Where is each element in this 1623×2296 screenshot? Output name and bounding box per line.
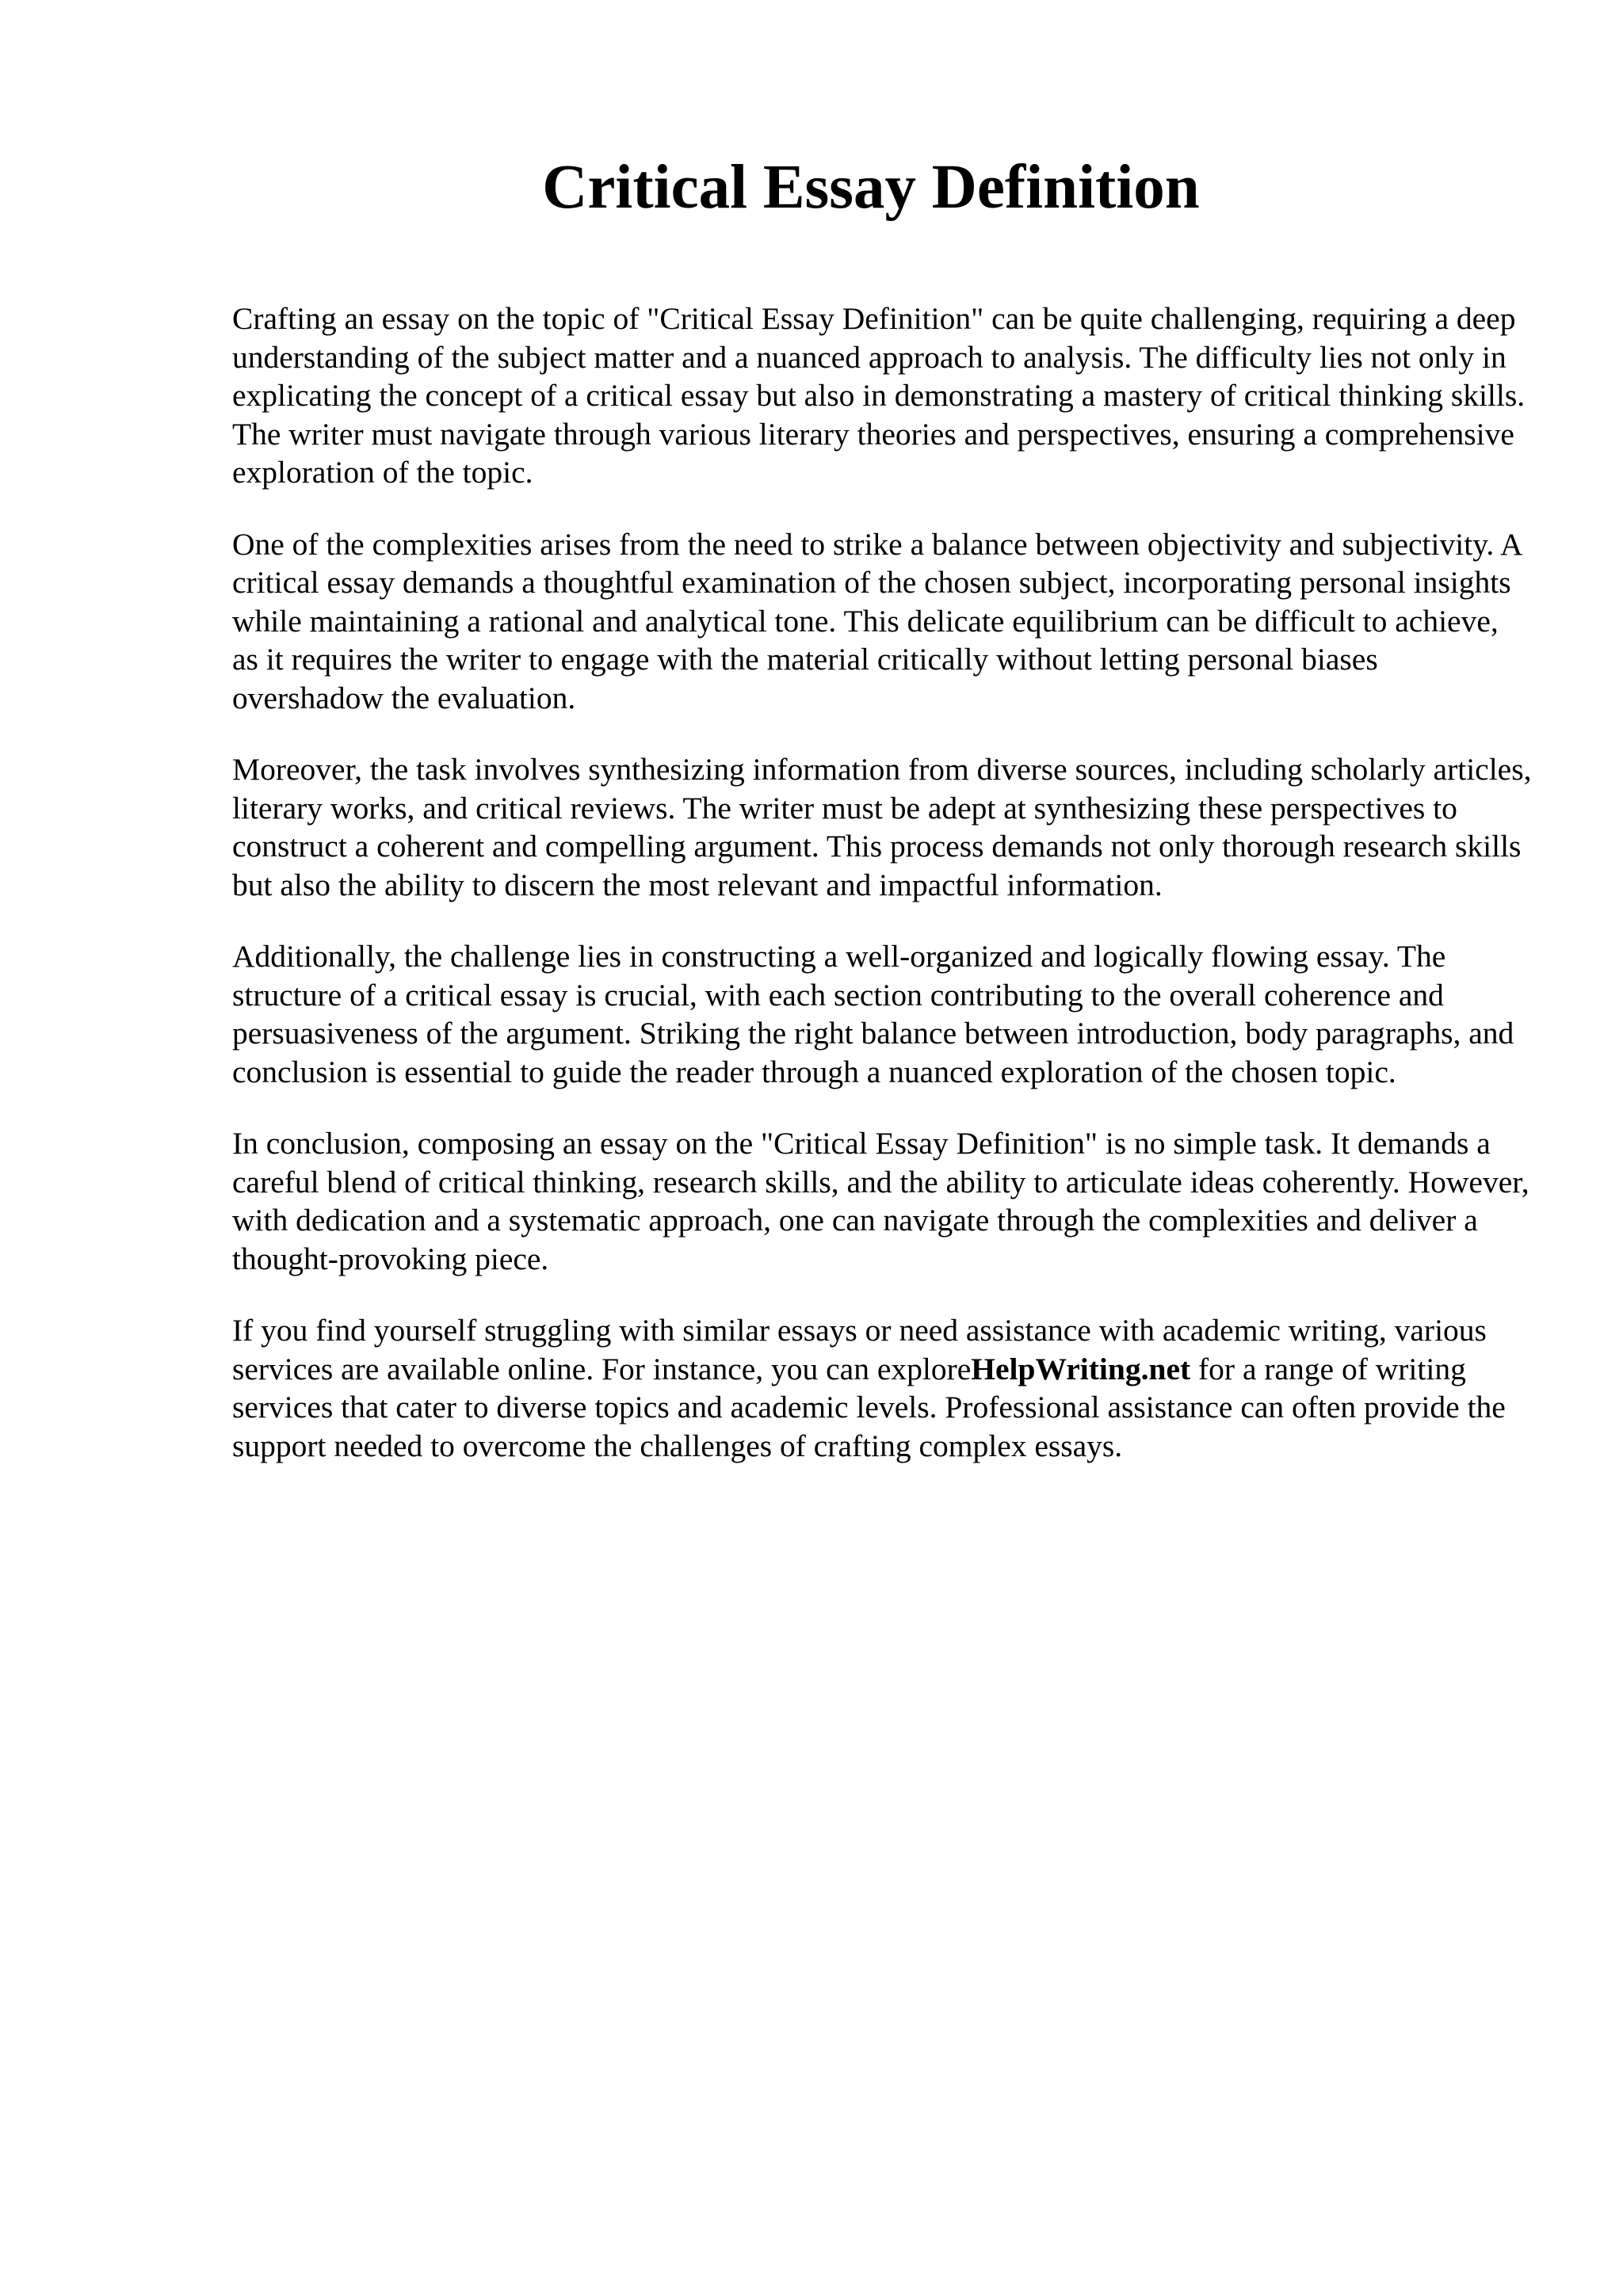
paragraph-3: Moreover, the task involves synthesizing information from diverse sources, including scholarly articles, literary works, and critical reviews. The writer must be adept at synthesizing these perspectives to construct a coherent and compelling argument. This process demands not only thorough research skills but also the ability to discern the most relevant and impactful information. bbox=[232, 752, 1532, 902]
page-title: Critical Essay Definition bbox=[542, 153, 1200, 222]
paragraph-2: One of the complexities arises from the need to strike a balance between objectivity and subjectivity. A critical essay demands a thoughtful examination of the chosen subject, incorporating personal insights while maintaining a rational and analytical tone. This delicate equilibrium can be difficult to achieve, as it requires the writer to engage with the material critically without letting personal biases overshadow the evaluation. bbox=[232, 526, 1522, 715]
helpwriting-link[interactable]: HelpWriting.net bbox=[971, 1351, 1191, 1386]
paragraph-6 bbox=[232, 1311, 1532, 1465]
closing-text-before-link: If you find yourself struggling with similar essays or need assistance with academic writing, various services are available online. For instance, you can explore bbox=[232, 1313, 1487, 1386]
paragraph-1: Crafting an essay on the topic of "Critical Essay Definition" can be quite challenging, requiring a deep understanding of the subject matter and a nuanced approach to analysis. The difficulty lies not only in explicating the concept of a critical essay but also in demonstrating a mastery of critical thinking skills. The writer must navigate through various literary theories and perspectives, ensuring a comprehensive exploration of the topic. bbox=[232, 301, 1526, 490]
closing-text-after-link: for a range of writing services that cater to diverse topics and academic levels. Professional assistance can often provide the support needed to overcome the challenges of crafting complex essays. bbox=[232, 1351, 1506, 1463]
paragraph-4: Additionally, the challenge lies in constructing a well-organized and logically flowing essay. The structure of a critical essay is crucial, with each section contributing to the overall coherence and persuasiveness of the argument. Striking the right balance between introduction, body paragraphs, and conclusion is essential to guide the reader through a nuanced exploration of the chosen topic. bbox=[232, 939, 1514, 1089]
essay-body bbox=[232, 299, 1532, 1498]
paragraph-5: In conclusion, composing an essay on the "Critical Essay Definition" is no simple task. It demands a careful blend of critical thinking, research skills, and the ability to articulate ideas coherently. However, with dedication and a systematic approach, one can navigate through the complexities and deliver a thought-provoking piece. bbox=[232, 1126, 1529, 1276]
